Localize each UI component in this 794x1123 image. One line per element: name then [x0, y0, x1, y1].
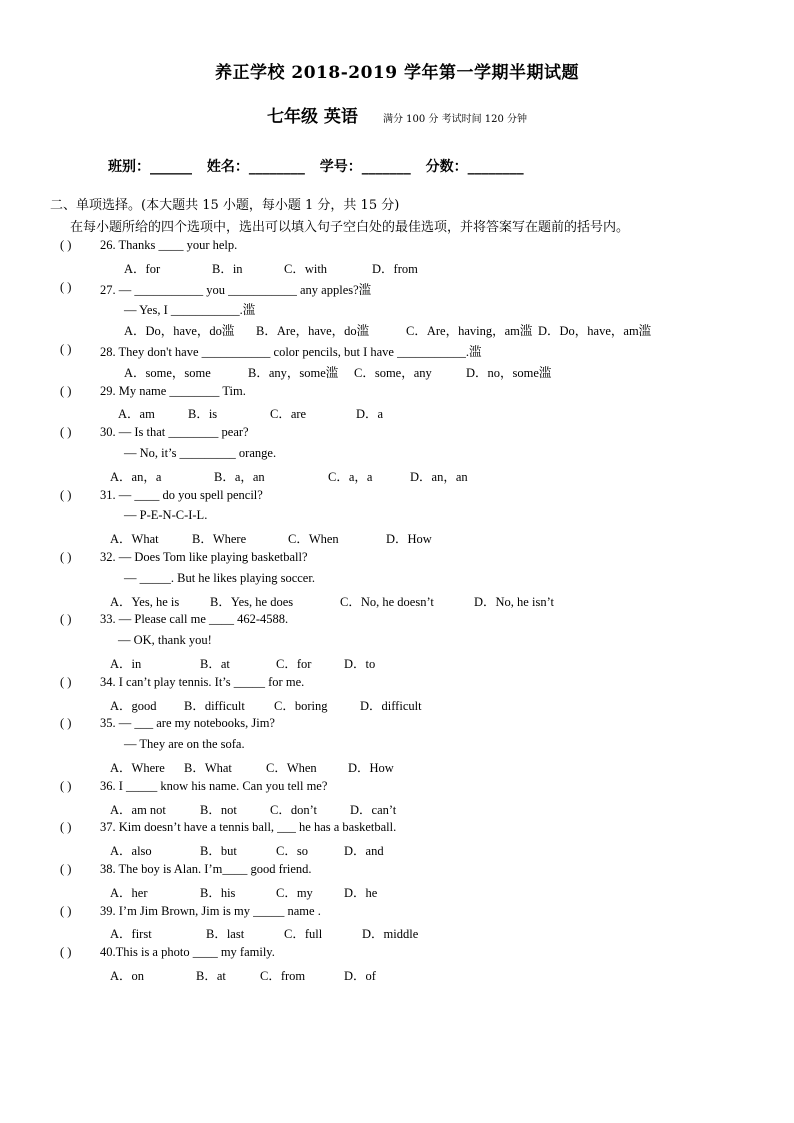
- dialogue-line: — Yes, I ___________.滥: [124, 303, 256, 318]
- answer-option: C．Are，having，am滥: [406, 324, 533, 339]
- answer-bracket[interactable]: ( ): [60, 612, 72, 627]
- answer-option: C．from: [260, 969, 306, 983]
- answer-option: D．Do，have，am滥: [538, 324, 652, 339]
- question-text: 32. — Does Tom like playing basketball?: [100, 550, 308, 564]
- answer-option: D．an，an: [410, 469, 468, 484]
- answer-option: B．his: [200, 885, 236, 900]
- answer-bracket[interactable]: ( ): [60, 903, 72, 918]
- question-text: 29. My name ________ Tim.: [100, 383, 246, 398]
- name-field: 姓名：________: [206, 159, 305, 175]
- answer-option: D．no，some滥: [466, 365, 552, 380]
- answer-bracket[interactable]: ( ): [60, 862, 72, 876]
- answer-option: C．for: [276, 657, 312, 671]
- score-time-note: 满分 100 分 考试时间 120 分钟: [382, 114, 528, 125]
- answer-option: A．good: [110, 698, 157, 713]
- question-text: 27. — ___________ you ___________ any apples?滥: [100, 282, 372, 297]
- answer-option: D．How: [348, 761, 394, 775]
- question-text: 40.This is a photo ____ my family.: [100, 945, 275, 960]
- answer-option: C．No, he doesn’t: [340, 594, 434, 609]
- answer-option: B．any，some滥: [248, 365, 339, 380]
- answer-option: B．Yes, he does: [210, 594, 294, 609]
- dialogue-line: — P-E-N-C-I-L.: [124, 508, 208, 523]
- question-text: 34. I can’t play tennis. It’s _____ for me.: [100, 674, 305, 689]
- answer-option: B．is: [188, 407, 218, 422]
- answer-option: D．How: [386, 532, 432, 547]
- answer-option: A．on: [110, 969, 145, 983]
- answer-option: B．at: [200, 657, 230, 671]
- answer-option: A．What: [110, 532, 159, 547]
- answer-bracket[interactable]: ( ): [60, 383, 72, 398]
- section-instruction: 在每小题所给的四个选项中，选出可以填入句子空白处的最佳选项，并将答案写在题前的括号内。: [70, 220, 630, 235]
- answer-option: C．a，a: [328, 469, 373, 484]
- answer-option: D．of: [344, 969, 376, 983]
- answer-option: A．in: [110, 657, 142, 671]
- student-info-row: [108, 156, 534, 176]
- answer-option: B．at: [196, 969, 226, 983]
- answer-option: C．don’t: [270, 802, 317, 817]
- exam-title: 养正学校 2018-2019 学年第一学期半期试题: [214, 63, 580, 83]
- grade-subject: 七年级 英语: [266, 107, 358, 127]
- answer-option: B．in: [212, 261, 243, 276]
- dialogue-line: — OK, thank you!: [118, 633, 212, 648]
- answer-option: C．with: [284, 261, 328, 276]
- answer-option: A．for: [124, 261, 161, 276]
- question-text: 33. — Please call me ____ 462-4588.: [100, 612, 289, 627]
- answer-option: B．not: [200, 802, 237, 817]
- dialogue-line: — They are on the sofa.: [124, 737, 245, 752]
- answer-bracket[interactable]: ( ): [60, 820, 72, 835]
- answer-option: A．some，some: [124, 365, 211, 380]
- answer-option: C．my: [276, 885, 313, 900]
- answer-bracket[interactable]: ( ): [60, 342, 72, 356]
- answer-bracket[interactable]: ( ): [60, 238, 72, 252]
- answer-option: D．middle: [362, 927, 419, 942]
- answer-option: C．boring: [274, 698, 328, 713]
- answer-option: D．he: [344, 885, 378, 900]
- dialogue-line: — No, it’s _________ orange.: [124, 446, 277, 460]
- student-id-field: 学号：_______: [319, 159, 411, 175]
- answer-option: C．When: [288, 532, 339, 547]
- answer-option: A．also: [110, 844, 152, 859]
- subtitle-row: [0, 102, 794, 127]
- answer-bracket[interactable]: ( ): [60, 425, 72, 440]
- answer-option: D．can’t: [350, 802, 397, 817]
- question-text: 31. — ____ do you spell pencil?: [100, 487, 263, 502]
- answer-option: B．Are，have，do滥: [256, 324, 370, 339]
- answer-option: C．so: [276, 844, 308, 859]
- answer-option: B．a，an: [214, 469, 265, 484]
- answer-bracket[interactable]: ( ): [60, 945, 72, 960]
- answer-option: D．to: [344, 657, 376, 671]
- answer-option: D．a: [356, 407, 384, 422]
- answer-option: D．difficult: [360, 698, 422, 713]
- answer-option: D．from: [372, 261, 418, 276]
- answer-option: A．an，a: [110, 469, 162, 484]
- answer-option: A．Yes, he is: [110, 594, 180, 609]
- answer-option: D．No, he isn’t: [474, 594, 554, 609]
- score-field: 分数：________: [425, 159, 524, 175]
- answer-bracket[interactable]: ( ): [60, 279, 72, 294]
- answer-option: A．first: [110, 927, 152, 942]
- answer-option: C．some，any: [354, 365, 432, 380]
- answer-bracket[interactable]: ( ): [60, 778, 72, 793]
- answer-option: B．difficult: [184, 698, 245, 713]
- question-text: 39. I’m Jim Brown, Jim is my _____ name .: [100, 903, 321, 918]
- question-text: 37. Kim doesn’t have a tennis ball, ___ he has a basketball.: [100, 820, 397, 835]
- answer-option: B．last: [206, 927, 245, 942]
- answer-option: C．full: [284, 927, 323, 942]
- section-title: 二、单项选择。(本大题共 15 小题，每小题 1 分，共 15 分): [50, 198, 400, 213]
- answer-option: B．Where: [192, 532, 247, 547]
- answer-bracket[interactable]: ( ): [60, 674, 72, 689]
- dialogue-line: — _____. But he likes playing soccer.: [124, 570, 315, 585]
- answer-option: A．Where: [110, 761, 165, 775]
- question-text: 36. I _____ know his name. Can you tell me?: [100, 778, 328, 793]
- answer-option: B．but: [200, 844, 237, 859]
- answer-bracket[interactable]: ( ): [60, 716, 72, 731]
- question-text: 38. The boy is Alan. I’m____ good friend.: [100, 862, 312, 876]
- question-text: 35. — ___ are my notebooks, Jim?: [100, 716, 275, 731]
- answer-option: A．am: [118, 407, 155, 422]
- answer-option: A．am not: [110, 802, 166, 817]
- answer-bracket[interactable]: ( ): [60, 550, 72, 564]
- answer-option: A．her: [110, 885, 148, 900]
- question-text: 26. Thanks ____ your help.: [100, 238, 238, 252]
- question-text: 28. They don't have ___________ color pencils, but I have ___________.滥: [100, 345, 482, 359]
- answer-option: C．are: [270, 407, 307, 422]
- answer-option: C．When: [266, 761, 317, 775]
- class-field: 班别：______: [108, 159, 192, 175]
- answer-option: A．Do，have，do滥: [124, 324, 235, 339]
- answer-option: D．and: [344, 844, 384, 859]
- question-text: 30. — Is that ________ pear?: [100, 425, 249, 440]
- answer-option: B．What: [184, 761, 232, 775]
- answer-bracket[interactable]: ( ): [60, 487, 72, 502]
